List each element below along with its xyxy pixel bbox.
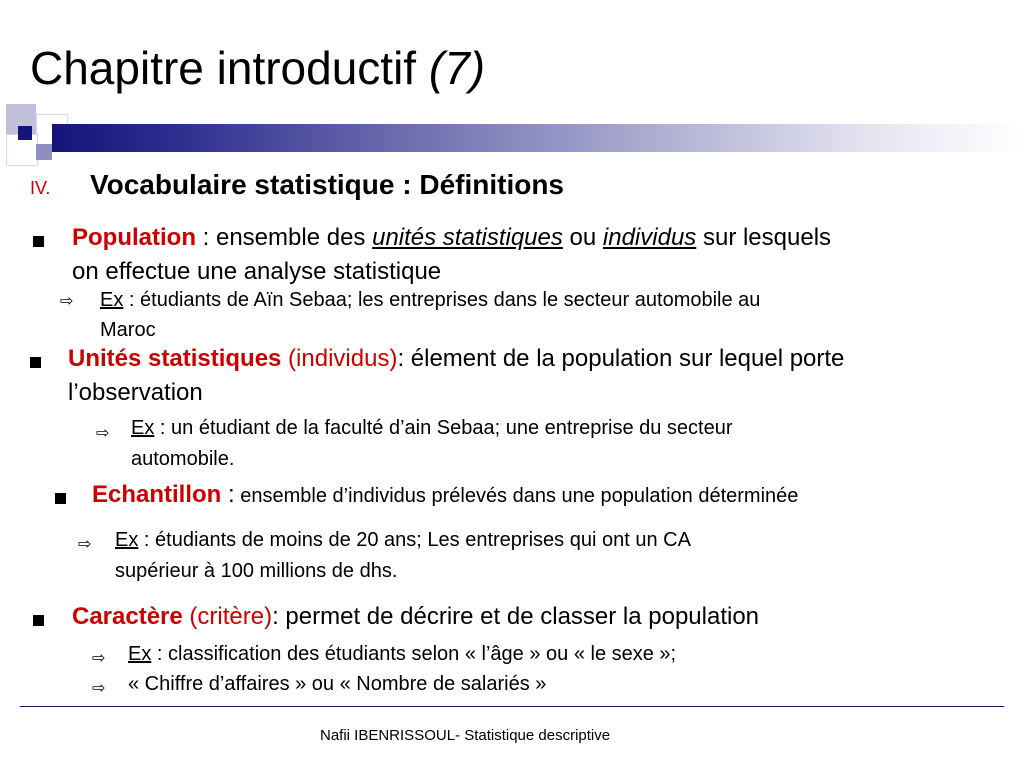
deco-square (18, 126, 32, 140)
arrow-bullet-icon: ⇨ (96, 425, 110, 442)
population-example-1 (100, 289, 760, 312)
section-number: IV. (30, 178, 51, 198)
unites-example-1 (131, 417, 733, 440)
population-example-2: Maroc (100, 319, 156, 341)
title-number: (7) (428, 42, 486, 94)
text: ensemble d’individus prélevés dans une population déterminée (234, 485, 799, 507)
term-caractere: Caractère (72, 603, 183, 630)
text: sur lesquels (696, 224, 832, 251)
text: ou (562, 224, 603, 251)
text: : étudiants de moins de 20 ans; Les entreprises qui ont un CA (138, 529, 691, 551)
term-paren: (individus) (281, 345, 398, 372)
header-decoration (0, 104, 1024, 168)
arrow-bullet-icon: ⇨ (78, 536, 92, 553)
text: : ensemble des (195, 224, 373, 251)
slide-title (30, 38, 485, 98)
text: : étudiants de Aïn Sebaa; les entreprises dans le secteur automobile au (123, 289, 761, 311)
text: : élement de la population sur lequel porte (397, 345, 845, 372)
unites-line-1 (68, 345, 844, 373)
term-population: Population (72, 224, 196, 251)
text: : (221, 481, 235, 508)
term-unites: Unités statistiques (68, 345, 282, 372)
text: : un étudiant de la faculté d’ain Sebaa; une entreprise du secteur (154, 417, 733, 439)
caractere-example-2: « Chiffre d’affaires » ou « Nombre de salariés » (128, 673, 547, 695)
text: : permet de décrire et de classer la population (272, 603, 760, 630)
arrow-bullet-icon: ⇨ (92, 680, 106, 697)
square-bullet-icon (33, 236, 44, 247)
unites-line-2: l’observation (68, 379, 203, 406)
text: : classification des étudiants selon « l’âge » ou « le sexe »; (151, 643, 677, 665)
title-main: Chapitre introductif (30, 42, 417, 94)
population-line-2: on effectue une analyse statistique (72, 258, 442, 285)
term-unites-statistiques: unités statistiques (372, 224, 563, 251)
arrow-bullet-icon: ⇨ (92, 650, 106, 667)
square-bullet-icon (33, 615, 44, 626)
echantillon-line-1 (92, 481, 798, 509)
square-bullet-icon (55, 493, 66, 504)
bullet-unites (30, 355, 41, 373)
example-label: Ex (128, 643, 152, 665)
caractere-line-1 (72, 603, 759, 631)
unites-example-2: automobile. (131, 448, 235, 470)
deco-square (36, 144, 52, 160)
echantillon-example-1 (115, 529, 691, 552)
bullet-caractere (33, 613, 44, 631)
example-label: Ex (100, 289, 124, 311)
square-bullet-icon (30, 357, 41, 368)
bullet-echantillon (55, 491, 66, 509)
title-band (52, 124, 1024, 152)
arrow-bullet-icon: ⇨ (60, 293, 74, 310)
footer-divider (20, 706, 1004, 707)
example-label: Ex (115, 529, 139, 551)
footer-text: Nafii IBENRISSOUL- Statistique descriptive (320, 727, 611, 744)
term-individus: individus (602, 224, 697, 251)
term-paren: (critère) (182, 603, 273, 630)
bullet-population (33, 234, 44, 252)
example-label: Ex (131, 417, 155, 439)
population-line-1 (72, 224, 831, 252)
section-title: Vocabulaire statistique : Définitions (90, 169, 565, 200)
caractere-example-1 (128, 643, 676, 666)
term-echantillon: Echantillon (92, 481, 222, 508)
echantillon-example-2: supérieur à 100 millions de dhs. (115, 560, 398, 582)
